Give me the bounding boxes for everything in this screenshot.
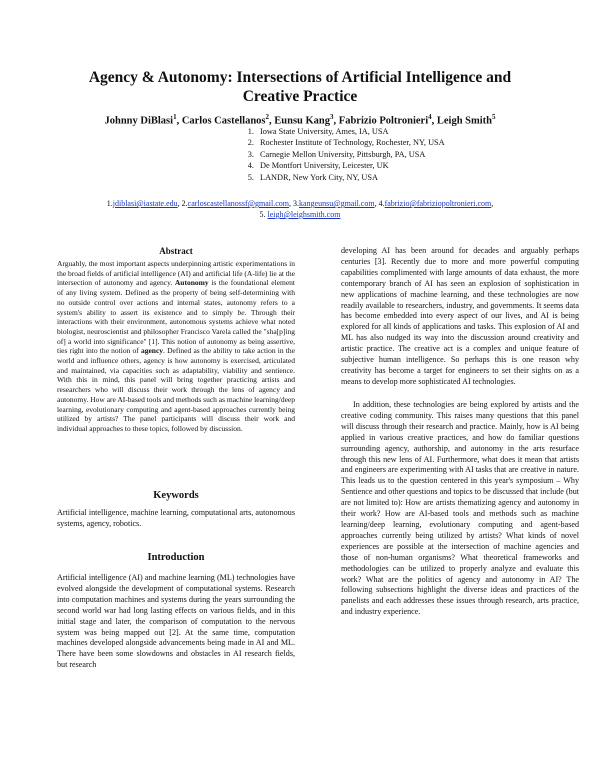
- introduction-paragraph: In addition, these technologies are being explored by artists and the creative coding community. This raises many questions that this panel will discuss through their research and practice. Mainly, how is AI being applied in various creative practices, and how do familiar questions surrounding agency, authorship, and autonomy in the arts resurface through this new lens of AI. Furthermore, what does it mean that artists and engineers are experimenting with AI tasks that are creative in nature. This leads us to the question centered in this year's symposium – Why Sentience and other questions and topics to be discussed that include (but are not limited to): How are artists thematizing agency and autonomy in their work? How are AI-based tools and methods such as machine learning/deep learning, evolutionary computing and agent-based approaches currently being utilized by artists? What kinds of novel experiences are possible at the intersection of machine agencies and those of non-human organisms? What theoretical frameworks and methodologies can be utilized to properly analyze and evaluate this work? What are the politics of agency and autonomy in AI? The following subsections highlight the diverse ideas and practices of the panelists and each addresses these issues through research, arts practice, and industry experience.: [341, 400, 579, 617]
- affiliation-number: 3.: [247, 149, 254, 159]
- email-link[interactable]: kangeunsu@gmail.com: [299, 199, 375, 208]
- affiliation-item: [228, 137, 528, 148]
- affiliation-text: LANDR, New York City, NY, USA: [260, 172, 379, 182]
- author-name: Johnny DiBlasi: [104, 115, 174, 127]
- affiliation-number: 5.: [247, 172, 254, 182]
- email-link[interactable]: jdiblasi@iastate.edu: [112, 199, 178, 208]
- introduction-body-right: [341, 246, 579, 388]
- affiliation-text: Iowa State University, Ames, IA, USA: [260, 127, 389, 136]
- abstract-agency-term: agency: [140, 346, 164, 356]
- email-list: 1.jdiblasi@iastate.edu, 2.carloscastellanossf@gmail.com, 3.kangeunsu@gmail.com, 4.fabrizio@fabriziopoltronieri.com, 5. leigh@leighsmith.com: [106, 199, 494, 219]
- affiliation-number: 2.: [247, 138, 254, 148]
- keywords-body: [57, 508, 295, 530]
- abstract-body: [57, 259, 295, 434]
- email-link[interactable]: fabrizio@fabriziopoltronieri.com: [384, 199, 492, 208]
- affiliation-item: [228, 160, 528, 171]
- author-name: Fabrizio Poltronieri: [338, 115, 429, 127]
- affiliation-text: Carnegie Mellon University, Pittsburgh, PA, USA: [260, 149, 426, 159]
- keywords-heading: Keywords: [153, 490, 199, 501]
- email-number: 4.: [378, 199, 385, 208]
- affiliation-item: [228, 149, 528, 160]
- affiliation-item: [228, 172, 528, 183]
- author-list: Johnny DiBlasi$^1$, Carlos Castellanos$^2$, Eunsu Kang$^3$, Fabrizio Poltronieri$^4$, Leigh Smith$^5$: [104, 113, 496, 127]
- author-sup: 5: [492, 113, 496, 121]
- abstract-text: . Through their interactions with their environment, autonomous systems achieve what noted biologist, neuroscientist and philosopher Francisco Varela called the "sha[p]ing of] a world into significance" [1]. This notion of autonomy as being assertive, ties right into the notion of: [57, 307, 296, 356]
- author-name: Carlos Castellanos: [181, 115, 266, 127]
- email-number: 2.: [181, 199, 188, 208]
- keywords-text: Artificial intelligence, machine learning, computational arts, autonomous systems, agency, robotics.: [57, 508, 295, 528]
- author-sup: 4: [428, 113, 432, 121]
- author-name: Leigh Smith: [436, 115, 492, 127]
- affiliation-item: [228, 126, 528, 137]
- introduction-body-left: [57, 573, 295, 671]
- abstract-text: Arguably, the most important aspects underpinning artistic experimentations in the broad fields of artificial intelligence (AI) and artificial life (A-life) lie at the intersection of autonomy and agency.: [57, 259, 296, 288]
- abstract-be-term: be: [237, 307, 245, 317]
- affiliation-number: 4.: [247, 161, 254, 171]
- email-number: 5.: [259, 210, 266, 219]
- affiliation-text: De Montfort University, Leicester, UK: [260, 161, 389, 171]
- author-sup: 3: [330, 113, 334, 121]
- abstract-autonomy-term: Autonomy: [174, 278, 209, 288]
- abstract-text: is the foundational element of any living system. Defined as the property of being self-determining with no outside control over actions and internal states, autonomy refers to a system's ability to assert its existence and to simply: [57, 278, 296, 317]
- introduction-body-right-2: [341, 400, 579, 618]
- introduction-heading: Introduction: [147, 552, 205, 563]
- paper-title: Agency & Autonomy: Intersections of Artificial Intelligence and Creative Practice: [88, 69, 512, 105]
- abstract-text: . Defined as the ability to take action in the world and influence others, agency is how autonomy is exercised, articulated and maintained, via capacities such as adaptability, viability and sentience. With this in mind, this panel will bring together practicing artists and researchers who will discuss their work through the lens of agency and autonomy. How are AI-based tools and methods such as machine learning/deep learning, evolutionary computing and agent-based approaches currently being utilized by artists? The panel participants will discuss their work and individual approaches to these topics, followed by discussion.: [57, 346, 295, 433]
- affiliation-text: Rochester Institute of Technology, Rochester, NY, USA: [260, 138, 445, 148]
- introduction-text: Artificial intelligence (AI) and machine learning (ML) technologies have evolved alongside the development of computational systems. Research into computation machines and systems during the years surrounding the second world war had long lasting effects on various fields, and in this initial stage and later, the comparison of computation to the nervous system was being mapped out [2]. At the same time, computation machines developed alongside advancements being made in AI and ML. There have been some slowdowns and obstacles in AI research fields, but research: [57, 573, 295, 670]
- author-sup: 2: [265, 113, 270, 121]
- introduction-paragraph: developing AI has been around for decades and arguably perhaps centuries [3]. Recently due to more and more powerful computing capabilities complimented with large amounts of data exhaust, the more contemporary branch of AI has seen an explosion of sophistication in new applications of machine learning, and these technologies are now readily available to researchers, industry, and governments. It seems data has become embedded into every aspect of our lives, and AI is being explored for all kinds of applications and tasks. This explosion of AI and ML has also nudged its way into the discussion around creativity and artistic practice. The creative act is a complex and unique feature of subjective human intelligence. So perhaps this is one reason why creativity has become a target for engineers to set their sights on as a means to develop more sophisticated AI technologies.: [341, 246, 579, 386]
- affiliation-list: [228, 126, 528, 183]
- author-sup: 1: [173, 113, 177, 121]
- email-number: 1.: [106, 199, 113, 208]
- abstract-heading: Abstract: [159, 246, 193, 256]
- email-number: 3.: [293, 199, 299, 208]
- author-name: Eunsu Kang: [274, 115, 331, 127]
- email-link[interactable]: leigh@leighsmith.com: [267, 210, 341, 219]
- email-link[interactable]: carloscastellanossf@gmail.com: [187, 199, 289, 208]
- affiliation-number: 1.: [247, 127, 254, 136]
